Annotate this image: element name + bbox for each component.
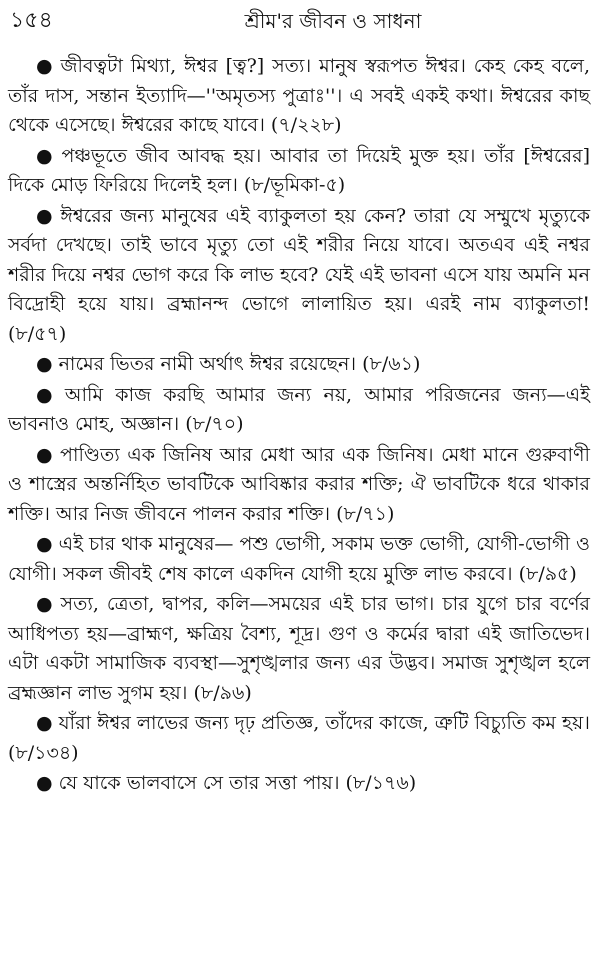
running-title: শ্রীম'র জীবন ও সাধনা xyxy=(244,9,422,33)
bullet-icon: ● xyxy=(36,533,53,555)
paragraph xyxy=(8,590,590,708)
paragraph-text: নামের ভিতর নামী অর্থাৎ ঈশ্বর রয়েছেন। (৮/৬১) xyxy=(58,353,421,375)
bullet-icon: ● xyxy=(36,383,59,406)
paragraph xyxy=(8,441,590,530)
paragraph-text: ঈশ্বরের জন্য মানুষের এই ব্যাকুলতা হয় কেন? তারা যে সম্মুখে মৃত্যুকে সর্বদা দেখছে। তাই ভাবে মৃত্যু তো এই শরীর নিয়ে যাবে। অতএব এই নশ্বর শরীর দিয়ে নশ্বর ভোগ করে কি লাভ হবে? যেই এই ভাবনা এসে যায় অমনি মন বিদ্রোহী হয়ে যায়। ব্রহ্মানন্দ ভোগে লালায়িত হয়। এরই নাম ব্যাকুলতা! (৮/৫৭) xyxy=(8,204,590,345)
paragraph xyxy=(8,350,590,380)
page-number: ১৫৪ xyxy=(10,8,53,33)
paragraph-text: পঞ্চভূতে জীব আবদ্ধ হয়। আবার তা দিয়েই মুক্ত হয়। তাঁর [ঈশ্বরের] দিকে মোড় ফিরিয়ে দিলেই হল। (৮/ভূমিকা-৫) xyxy=(8,144,590,196)
paragraph xyxy=(8,142,590,201)
paragraph-text: পাণ্ডিত্য এক জিনিষ আর মেধা আর এক জিনিষ। মেধা মানে গুরুবাণী ও শাস্ত্রের অন্তর্নিহিত ভাবটিকে আবিষ্কার করার শক্তি; ঐ ভাবটিকে ধরে থাকার শক্তি। আর নিজ জীবনে পালন করার শক্তি। (৮/৭১) xyxy=(8,443,590,525)
paragraph-text: আমি কাজ করছি আমার জন্য নয়, আমার পরিজনের জন্য—এই ভাবনাও মোহ, অজ্ঞান। (৮/৭০) xyxy=(8,383,590,435)
paragraph-text: সত্য, ত্রেতা, দ্বাপর, কলি—সময়ের এই চার ভাগ। চার যুগে চার বর্ণের আধিপত্য হয়—ব্রাহ্মণ, ক্ষত্রিয় বৈশ্য, শূদ্র। গুণ ও কর্মের দ্বারা এই জাতিভেদ। এটা একটা সামাজিক ব্যবস্থা—সুশৃঙ্খলার জন্য এর উদ্ভব। সমাজ সুশৃঙ্খল হলে ব্রহ্মজ্ঞান লাভ সুগম হয়। (৮/৯৬) xyxy=(8,593,590,704)
bullet-icon: ● xyxy=(36,772,53,794)
paragraph xyxy=(8,769,590,799)
paragraph-text: এই চার থাক মানুষের— পশু ভোগী, সকাম ভক্ত ভোগী, যোগী-ভোগী ও যোগী। সকল জীবই শেষ কালে একদিন যোগী হয়ে মুক্তি লাভ করবে। (৮/৯৫) xyxy=(8,533,590,585)
paragraph xyxy=(8,381,590,440)
page-header xyxy=(10,6,586,40)
bullet-icon: ● xyxy=(36,353,53,375)
bullet-icon: ● xyxy=(36,712,53,734)
paragraph xyxy=(8,530,590,589)
bullet-icon: ● xyxy=(36,593,55,615)
paragraph-text: জীবত্বটা মিথ্যা, ঈশ্বর [ত্ব?] সত্য। মানুষ স্বরূপত ঈশ্বর। কেহ কেহ বলে, তাঁর দাস, সন্তান ইত্যাদি—''অমৃতস্য পুত্রাঃ''। এ সবই একই কথা। ঈশ্বরের কাছ থেকে এসেছে। ঈশ্বরের কাছে যাবে। (৭/২২৮) xyxy=(8,55,590,136)
bullet-icon: ● xyxy=(36,204,55,227)
bullet-icon: ● xyxy=(36,443,55,466)
paragraph xyxy=(8,202,590,350)
bullet-icon: ● xyxy=(36,144,56,167)
body-text xyxy=(8,52,590,800)
paragraph xyxy=(8,52,590,141)
paragraph-text: যাঁরা ঈশ্বর লাভের জন্য দৃঢ় প্রতিজ্ঞ, তাঁদের কাজে, ত্রুটি বিচ্যুতি কম হয়। (৮/১৩৪) xyxy=(8,712,590,764)
bullet-icon: ● xyxy=(36,55,55,77)
paragraph-text: যে যাকে ভালবাসে সে তার সত্তা পায়। (৮/১৭৬) xyxy=(58,772,417,794)
paragraph xyxy=(8,709,590,768)
